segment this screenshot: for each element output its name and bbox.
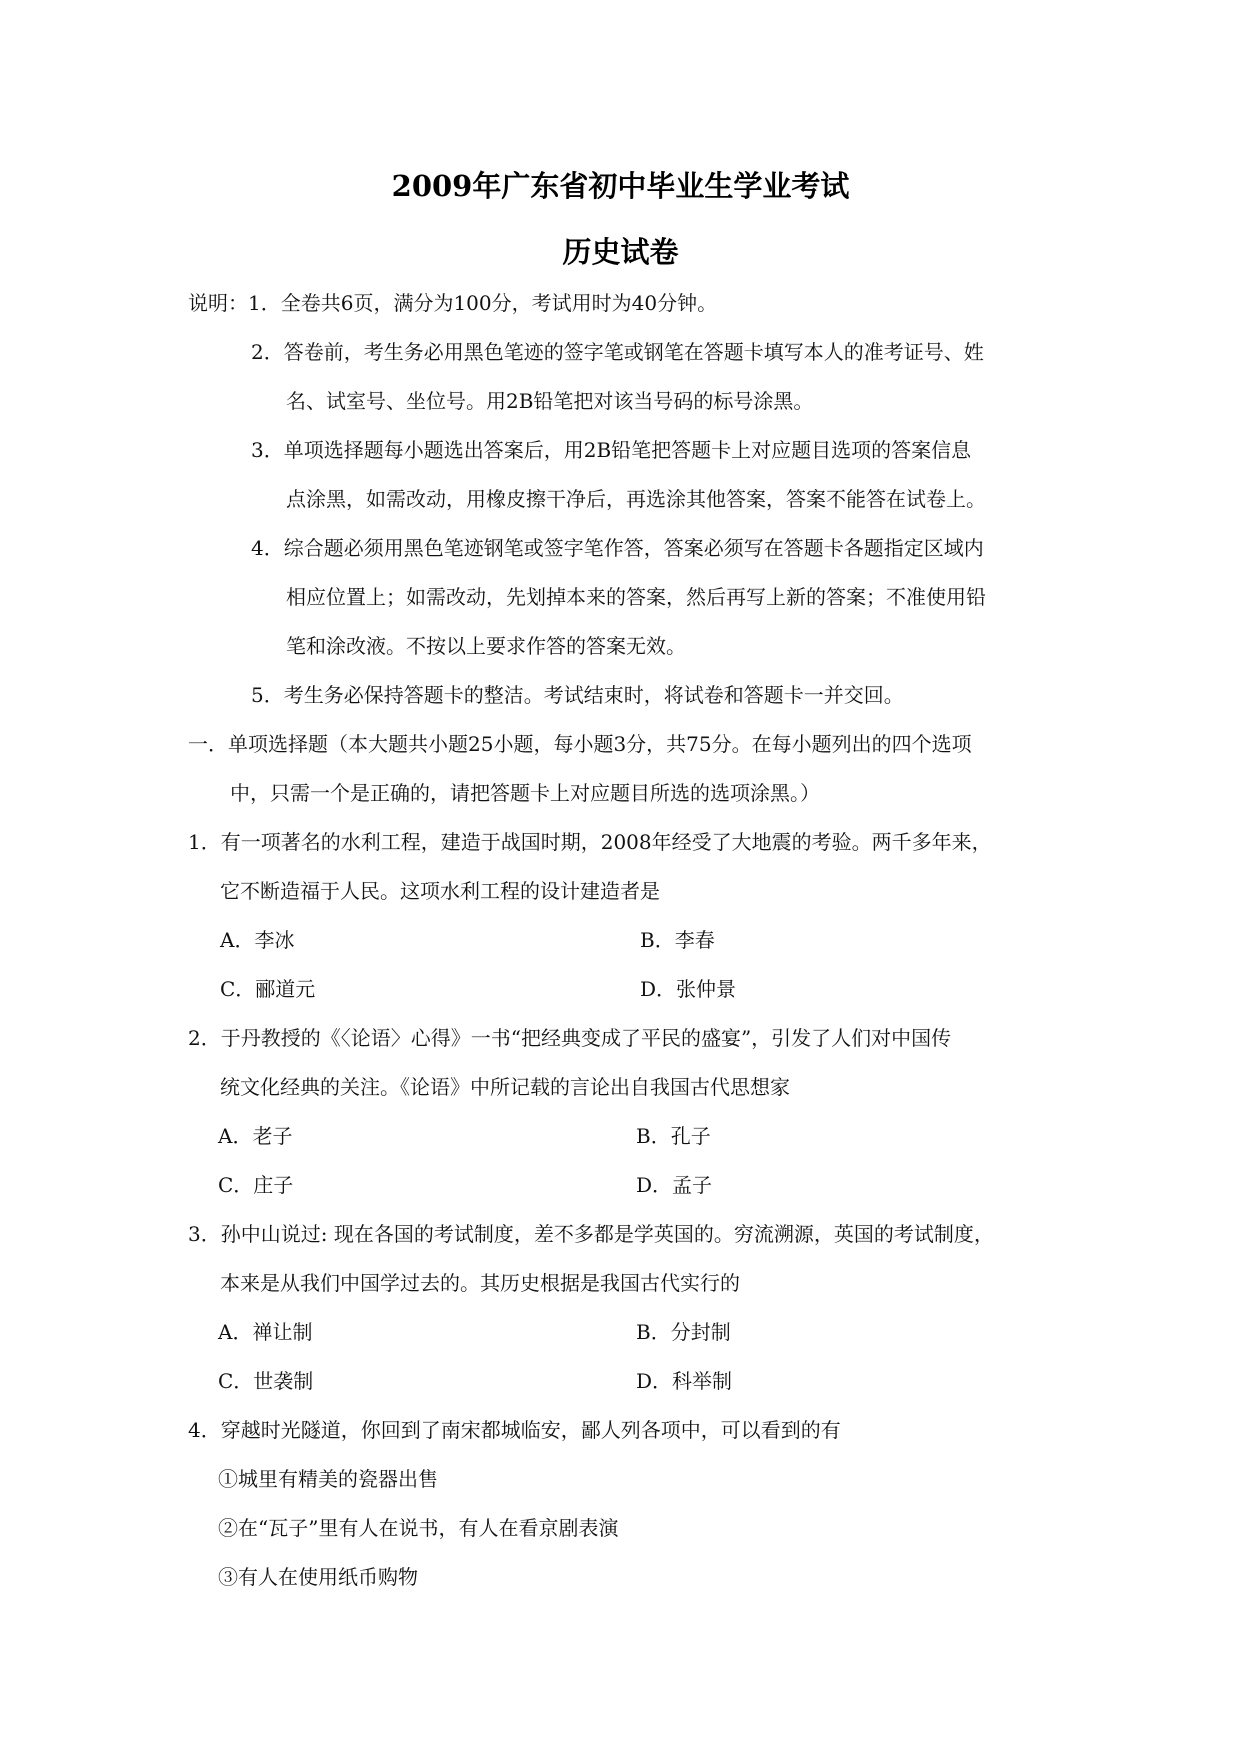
question-2-option-c: C．庄子 (218, 1173, 294, 1197)
question-2-option-d: D．孟子 (636, 1173, 713, 1197)
question-2-line-1: 2．于丹教授的《〈论语〉心得》一书“把经典变成了平民的盛宴”，引发了人们对中国传 (188, 1026, 952, 1050)
question-3-option-a: A．禅让制 (218, 1320, 313, 1344)
question-4-item-2: ②在“瓦子”里有人在说书，有人在看京剧表演 (218, 1516, 619, 1540)
question-2-line-2: 统文化经典的关注。《论语》中所记载的言论出自我国古代思想家 (220, 1075, 790, 1099)
question-4-item-3: ③有人在使用纸币购物 (218, 1565, 418, 1589)
instruction-4-line-3: 笔和涂改液。不按以上要求作答的答案无效。 (286, 634, 686, 658)
question-2-option-a: A．老子 (218, 1124, 293, 1148)
question-3-option-d: D．科举制 (636, 1369, 733, 1393)
question-3-line-2: 本来是从我们中国学过去的。其历史根据是我国古代实行的 (220, 1271, 740, 1295)
instruction-3-line-1: 3．单项选择题每小题选出答案后，用2B铅笔把答题卡上对应题目选项的答案信息 (251, 438, 972, 462)
exam-title: 2009年广东省初中毕业生学业考试 (391, 169, 850, 203)
instruction-4-line-2: 相应位置上；如需改动，先划掉本来的答案，然后再写上新的答案；不准使用铅 (286, 585, 986, 609)
section-1-heading-line-2: 中，只需一个是正确的，请把答题卡上对应题目所选的选项涂黑。） (230, 781, 820, 805)
instruction-3-line-2: 点涂黑，如需改动，用橡皮擦干净后，再选涂其他答案，答案不能答在试卷上。 (286, 487, 986, 511)
question-2-option-b: B．孔子 (636, 1124, 711, 1148)
question-3-line-1: 3．孙中山说过: 现在各国的考试制度，差不多都是学英国的。穷流溯源，英国的考试制度， (188, 1222, 994, 1246)
question-1-option-a: A．李冰 (220, 928, 295, 952)
question-1-line-1: 1．有一项著名的水利工程，建造于战国时期，2008年经受了大地震的考验。两千多年来， (188, 830, 992, 854)
question-1-option-b: B．李春 (640, 928, 715, 952)
question-4-line-1: 4．穿越时光隧道，你回到了南宋都城临安，鄙人列各项中，可以看到的有 (188, 1418, 841, 1442)
question-4-item-1: ①城里有精美的瓷器出售 (218, 1467, 438, 1491)
question-1-option-c: C．郦道元 (220, 977, 316, 1001)
instruction-1: 说明：1．全卷共6页，满分为100分，考试用时为40分钟。 (188, 291, 718, 315)
instruction-4-line-1: 4．综合题必须用黑色笔迹钢笔或签字笔作答，答案必须写在答题卡各题指定区域内 (251, 536, 984, 560)
question-3-option-c: C．世袭制 (218, 1369, 314, 1393)
instruction-2-line-1: 2．答卷前，考生务必用黑色笔迹的签字笔或钢笔在答题卡填写本人的准考证号、姓 (251, 340, 984, 364)
question-3-option-b: B．分封制 (636, 1320, 731, 1344)
question-1-line-2: 它不断造福于人民。这项水利工程的设计建造者是 (220, 879, 660, 903)
instruction-2-line-2: 名、试室号、坐位号。用2B铅笔把对该当号码的标号涂黑。 (286, 389, 814, 413)
instruction-5: 5．考生务必保持答题卡的整洁。考试结束时，将试卷和答题卡一并交回。 (251, 683, 904, 707)
section-1-heading-line-1: 一．单项选择题（本大题共小题25小题，每小题3分，共75分。在每小题列出的四个选项 (188, 732, 972, 756)
question-1-option-d: D．张仲景 (640, 977, 737, 1001)
exam-subtitle: 历史试卷 (562, 235, 679, 269)
